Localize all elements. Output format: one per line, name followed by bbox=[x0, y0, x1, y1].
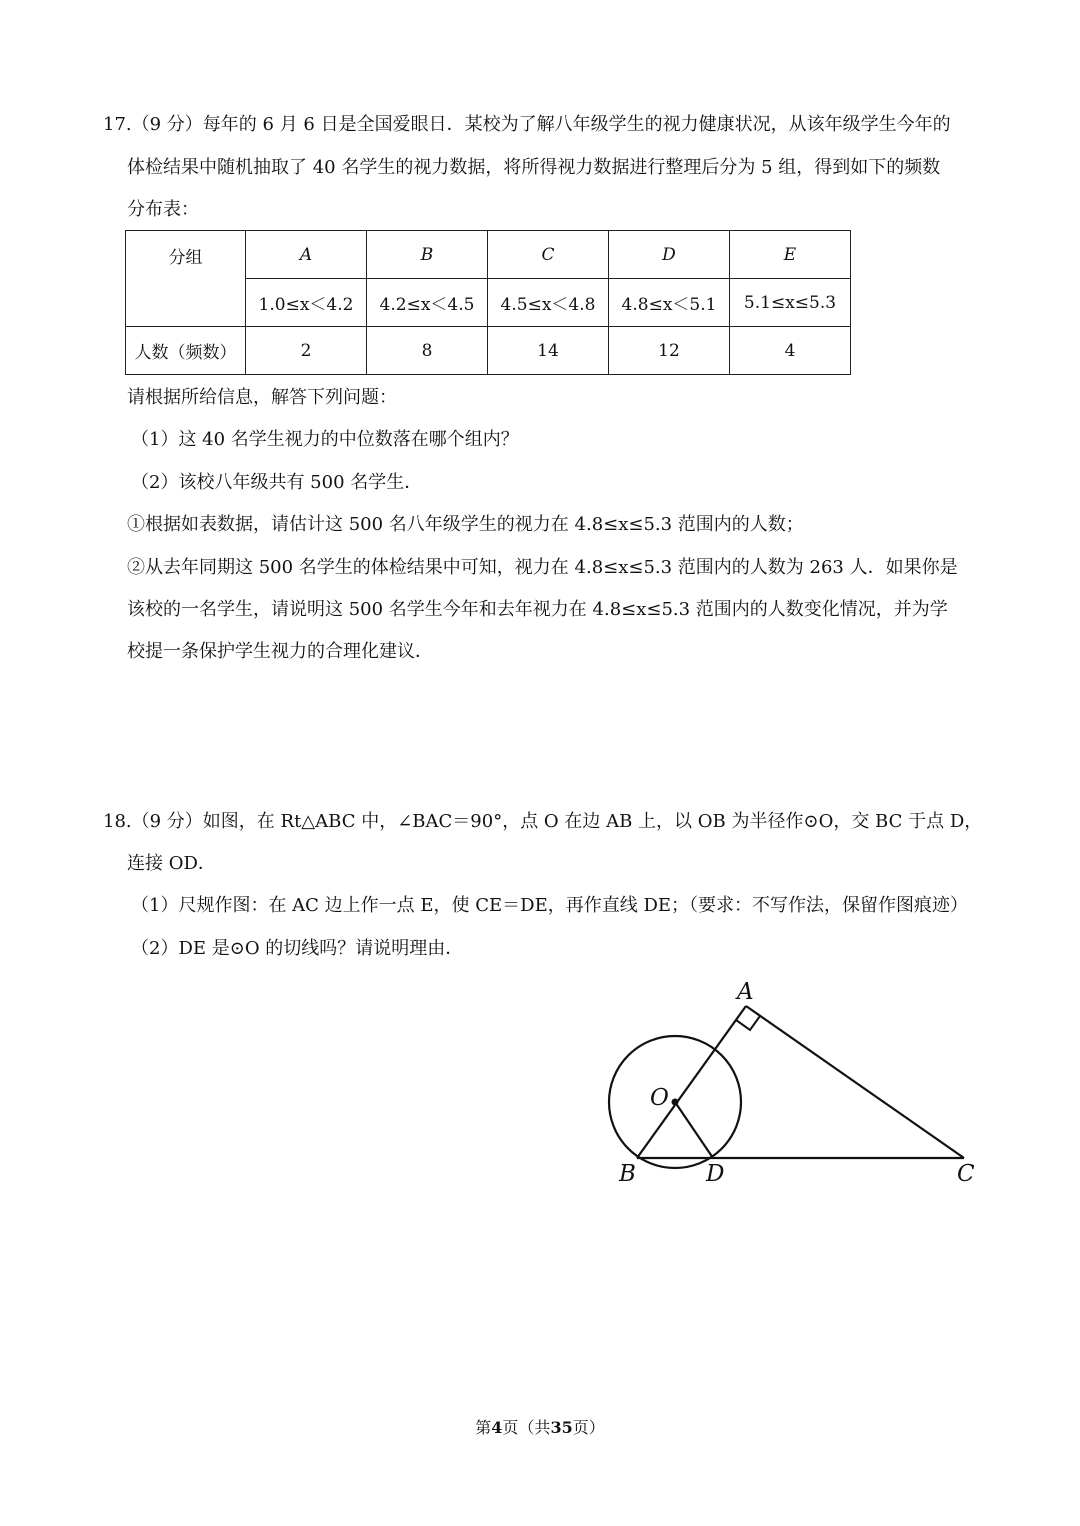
segment-ac bbox=[746, 1006, 964, 1158]
frequency-table bbox=[125, 230, 851, 375]
q17-part-2b-line-1: ②从去年同期这 500 名学生的体检结果中可知，视力在 4.8≤x≤5.3 范围内的人数为 263 人．如果你是 bbox=[127, 557, 958, 578]
count-cell: 14 bbox=[488, 327, 609, 375]
q17-part-2a: ①根据如表数据，请估计这 500 名八年级学生的视力在 4.8≤x≤5.3 范围内的人数； bbox=[127, 514, 804, 535]
q17-prompt: 请根据所给信息，解答下列问题： bbox=[127, 387, 397, 408]
group-cell: E bbox=[730, 231, 851, 279]
q17-part-1: （1）这 40 名学生视力的中位数落在哪个组内？ bbox=[131, 429, 519, 450]
count-cell: 8 bbox=[367, 327, 488, 375]
count-cell: 12 bbox=[609, 327, 730, 375]
q17-stem-line-3: 分布表： bbox=[127, 199, 199, 220]
label-a: A bbox=[737, 979, 754, 1005]
count-cell: 2 bbox=[246, 327, 367, 375]
count-label-cell: 人数（频数） bbox=[126, 327, 246, 375]
footer-page-number: 4 bbox=[491, 1418, 503, 1437]
footer-total-pages: 35 bbox=[550, 1418, 573, 1437]
range-cell: 5.1≤x≤5.3 bbox=[730, 279, 851, 327]
range-cell: 1.0≤x＜4.2 bbox=[246, 279, 367, 327]
segment-od bbox=[675, 1102, 713, 1158]
q17-stem-line-1: 17.（9 分）每年的 6 月 6 日是全国爱眼日．某校为了解八年级学生的视力健康状况，从该年级学生今年的 bbox=[103, 114, 951, 135]
count-cell: 4 bbox=[730, 327, 851, 375]
page-footer bbox=[0, 1415, 1080, 1438]
q17-part-2b-line-2: 该校的一名学生，请说明这 500 名学生今年和去年视力在 4.8≤x≤5.3 范围内的人数变化情况，并为学 bbox=[127, 599, 948, 620]
label-d: D bbox=[706, 1161, 725, 1187]
q18-stem-line-1: 18.（9 分）如图，在 Rt△ABC 中，∠BAC＝90°，点 O 在边 AB 上，以 OB 为半径作⊙O，交 BC 于点 D， bbox=[103, 811, 983, 832]
table-row bbox=[126, 231, 851, 279]
group-cell: B bbox=[367, 231, 488, 279]
range-cell: 4.2≤x＜4.5 bbox=[367, 279, 488, 327]
segment-ab bbox=[637, 1006, 746, 1158]
q17-part-2b-line-3: 校提一条保护学生视力的合理化建议． bbox=[127, 641, 433, 662]
center-point-o bbox=[672, 1099, 679, 1106]
label-c: C bbox=[957, 1161, 975, 1187]
q17-stem-line-2: 体检结果中随机抽取了 40 名学生的视力数据，将所得视力数据进行整理后分为 5 组，得到如下的频数 bbox=[127, 157, 941, 178]
footer-suffix: 页） bbox=[572, 1418, 605, 1437]
group-cell: A bbox=[246, 231, 367, 279]
q18-stem-line-2: 连接 OD． bbox=[127, 853, 216, 874]
group-label-cell: 分组 bbox=[126, 231, 246, 327]
footer-middle: 页（共 bbox=[502, 1418, 551, 1437]
range-cell: 4.8≤x＜5.1 bbox=[609, 279, 730, 327]
footer-prefix: 第 bbox=[475, 1418, 492, 1437]
right-angle-mark bbox=[736, 1016, 760, 1030]
table-row bbox=[126, 327, 851, 375]
q18-part-1: （1）尺规作图：在 AC 边上作一点 E，使 CE＝DE，再作直线 DE；（要求：不写作法，保留作图痕迹） bbox=[131, 895, 969, 916]
label-o: O bbox=[650, 1085, 669, 1111]
q17-part-2: （2）该校八年级共有 500 名学生． bbox=[131, 472, 423, 493]
label-b: B bbox=[619, 1161, 636, 1187]
q18-part-2: （2）DE 是⊙O 的切线吗？请说明理由． bbox=[131, 938, 464, 959]
geometry-figure bbox=[595, 975, 995, 1195]
group-cell: C bbox=[488, 231, 609, 279]
range-cell: 4.5≤x＜4.8 bbox=[488, 279, 609, 327]
group-cell: D bbox=[609, 231, 730, 279]
